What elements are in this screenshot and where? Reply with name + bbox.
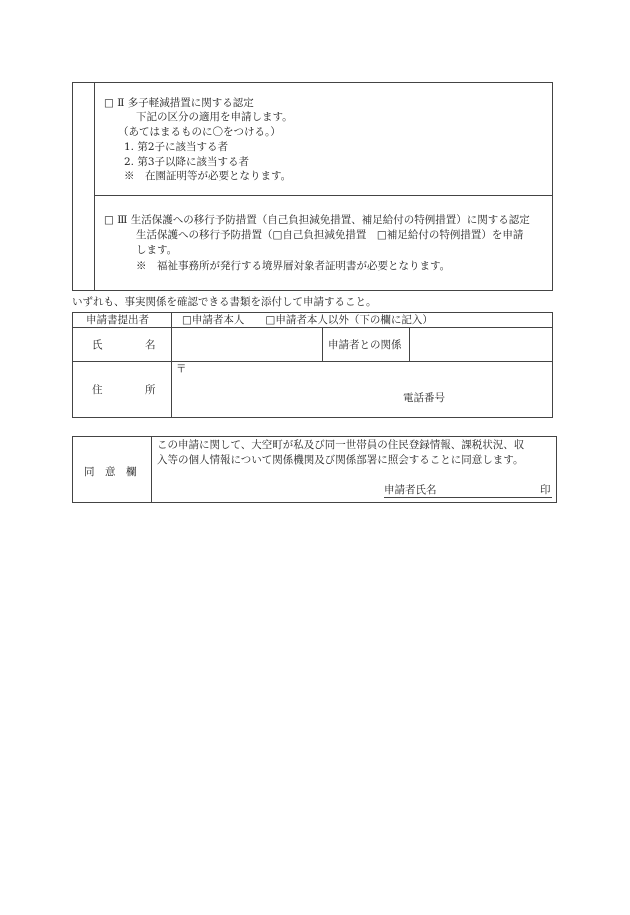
name-label-char1: 氏 [92, 339, 103, 351]
section2-heading: □ Ⅱ 多子軽減措置に関する認定 [104, 97, 254, 109]
section2-line1: 下記の区分の適用を申請します。 [136, 111, 293, 123]
consent-label: 同 意 欄 [84, 466, 137, 478]
address-field[interactable] [172, 362, 553, 417]
name-field[interactable] [172, 328, 322, 361]
attachment-notice: いずれも、事実関係を確認できる書類を添付して申請すること。 [72, 296, 377, 308]
signer-underline [384, 497, 552, 498]
relation-label-left-divider [322, 327, 323, 361]
address-label-char2: 所 [145, 384, 156, 396]
section2-note: ※ 在園証明等が必要となります。 [124, 170, 292, 182]
seal-mark: 印 [540, 484, 551, 496]
consent-text-line1: この申請に関して、大空町が私及び同一世帯員の住民登録情報、課税状況、収 [157, 439, 525, 451]
address-label-char1: 住 [92, 384, 103, 396]
signer-name-field[interactable] [440, 483, 536, 497]
submitter-options[interactable]: □申請者本人 □申請者本人以外（下の欄に記入） [182, 314, 433, 326]
submitter-label: 申請書提出者 [86, 314, 149, 326]
name-label-char2: 名 [145, 339, 156, 351]
section2-item1: 1. 第2子に該当する者 [124, 141, 229, 153]
certification-left-column-divider [94, 82, 95, 291]
relation-label: 申請者との関係 [328, 339, 402, 351]
phone-label: 電話番号 [403, 392, 445, 404]
section-divider [94, 195, 553, 196]
relation-field[interactable] [410, 328, 553, 361]
consent-text-line2: 入等の個人情報について関係機関及び関係部署に照会することに同意します。 [157, 454, 524, 466]
section3-line1: 生活保護への移行予防措置（□自己負担減免措置 □補足給付の特例措置）を申請 [136, 229, 524, 241]
section3-line2: します。 [136, 244, 178, 256]
section2-item2: 2. 第3子以降に該当する者 [124, 156, 250, 168]
consent-label-divider [151, 436, 152, 503]
section3-heading: □ Ⅲ 生活保護への移行予防措置（自己負担減免措置、補足給付の特例措置）に関する認定 [104, 214, 530, 226]
section3-note: ※ 福祉事務所が発行する境界層対象者証明書が必要となります。 [136, 260, 451, 272]
postal-mark: 〒 [176, 363, 187, 375]
section2-line2: （あてはまるものに〇をつける。） [118, 126, 281, 138]
signer-label: 申請者氏名 [384, 484, 437, 496]
